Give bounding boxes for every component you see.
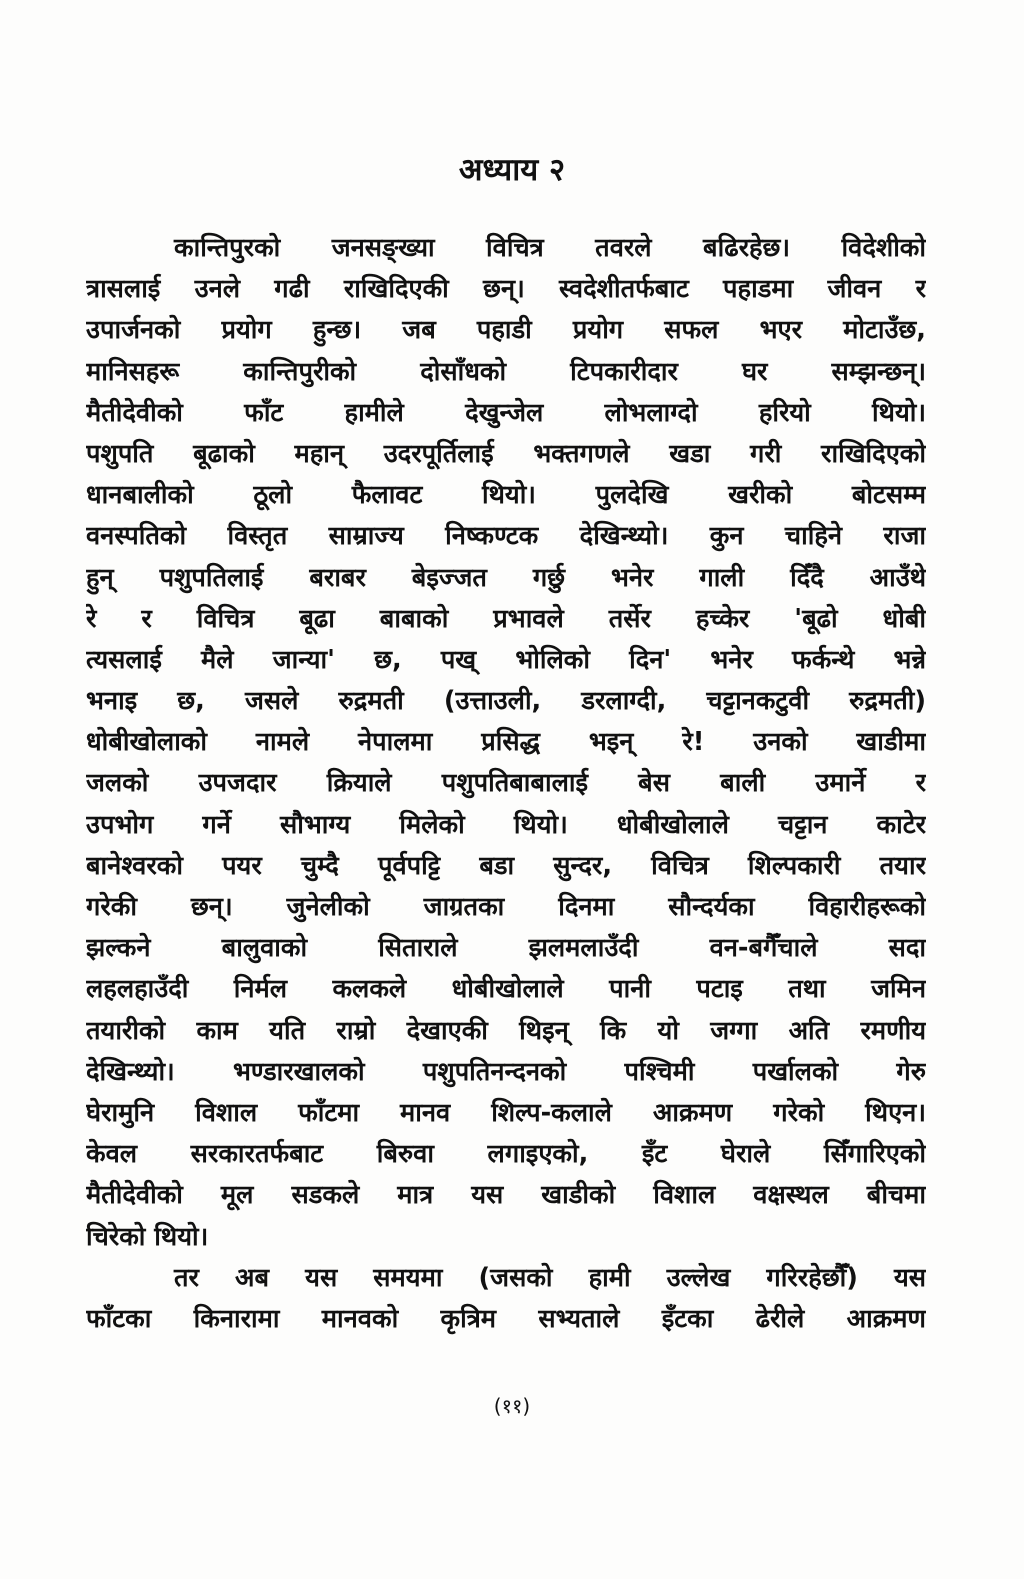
text-line: धानबालीको ठूलो फैलावट थियो। पुलदेखि खरीको बोटसम्म	[86, 480, 926, 511]
text-line: बानेश्वरको पयर चुम्दै पूर्वपट्टि बडा सुन्दर, विचित्र शिल्पकारी तयार	[86, 850, 926, 881]
text-line: केवल सरकारतर्फबाट बिरुवा लगाइएको, इँट घेराले सिँगारिएको	[86, 1139, 926, 1170]
text-line: झल्कने बालुवाको सिताराले झलमलाउँदी वन-बगैँचाले सदा	[86, 933, 926, 964]
text-line: उपभोग गर्ने सौभाग्य मिलेको थियो। धोबीखोलाले चट्टान काटेर	[86, 809, 926, 840]
text-line: मैतीदेवीको फाँट हामीले देखुन्जेल लोभलाग्दो हरियो थियो।	[86, 397, 926, 428]
text-line: जलको उपजदार क्रियाले पशुपतिबाबालाई बेस बाली उमार्ने र	[86, 768, 926, 799]
text-line: फाँटका किनारामा मानवको कृत्रिम सभ्यताले इँटका ढेरीले आक्रमण	[86, 1303, 926, 1334]
text-line: उपार्जनको प्रयोग हुन्छ। जब पहाडी प्रयोग सफल भएर मोटाउँछ,	[86, 315, 926, 346]
chapter-heading: अध्याय २	[458, 152, 566, 188]
text-line: गरेकी छन्। जुनेलीको जाग्रतका दिनमा सौन्दर्यका विहारीहरूको	[86, 892, 926, 922]
text-line: पशुपति बूढाको महान् उदरपूर्तिलाई भक्तगणले खडा गरी राखिदिएको	[86, 438, 926, 469]
text-line: मैतीदेवीको मूल सडकले मात्र यस खाडीको विशाल वक्षस्थल बीचमा	[86, 1180, 926, 1211]
text-line: भनाइ छ, जसले रुद्रमती (उत्ताउली, डरलाग्दी, चट्टानकटुवी रुद्रमती)	[86, 686, 926, 717]
text-line: लहलहाउँदी निर्मल कलकले धोबीखोलाले पानी पटाइ तथा जमिन	[86, 974, 926, 1005]
text-line: चिरेको थियो।	[86, 1221, 209, 1252]
text-line: हुन् पशुपतिलाई बराबर बेइज्जत गर्छु भनेर गाली दिँदै आउँथे	[86, 562, 926, 593]
text-line: घेरामुनि विशाल फाँटमा मानव शिल्प-कलाले आक्रमण गरेको थिएन।	[86, 1097, 926, 1128]
text-line: तर अब यस समयमा (जसको हामी उल्लेख गरिरहेछौँ) यस	[174, 1262, 926, 1293]
body-text	[86, 228, 926, 1340]
text-line: तयारीको काम यति राम्रो देखाएकी थिइन् कि यो जग्गा अति रमणीय	[86, 1015, 926, 1046]
text-line: त्रासलाई उनले गढी राखिदिएकी छन्। स्वदेशीतर्फबाट पहाडमा जीवन र	[86, 274, 926, 305]
text-line: रे र विचित्र बूढा बाबाको प्रभावले तर्सेर हच्केर 'बूढो धोबी	[86, 603, 926, 634]
text-line: मानिसहरू कान्तिपुरीको दोसाँधको टिपकारीदार घर सम्झन्छन्।	[86, 356, 926, 387]
text-line: वनस्पतिको विस्तृत साम्राज्य निष्कण्टक देखिन्थ्यो। कुन चाहिने राजा	[86, 521, 926, 552]
page-number: (११)	[493, 1394, 531, 1418]
text-line: धोबीखोलाको नामले नेपालमा प्रसिद्ध भइन् रे! उनको खाडीमा	[86, 727, 926, 758]
text-line: त्यसलाई मैले जान्या' छ, पख् भोलिको दिन' भनेर फर्कन्थे भन्ने	[86, 644, 926, 675]
text-line: देखिन्थ्यो। भण्डारखालको पशुपतिनन्दनको पश्चिमी पर्खालको गेरु	[86, 1056, 926, 1087]
text-line: कान्तिपुरको जनसङ्ख्या विचित्र तवरले बढिरहेछ। विदेशीको	[174, 233, 926, 263]
